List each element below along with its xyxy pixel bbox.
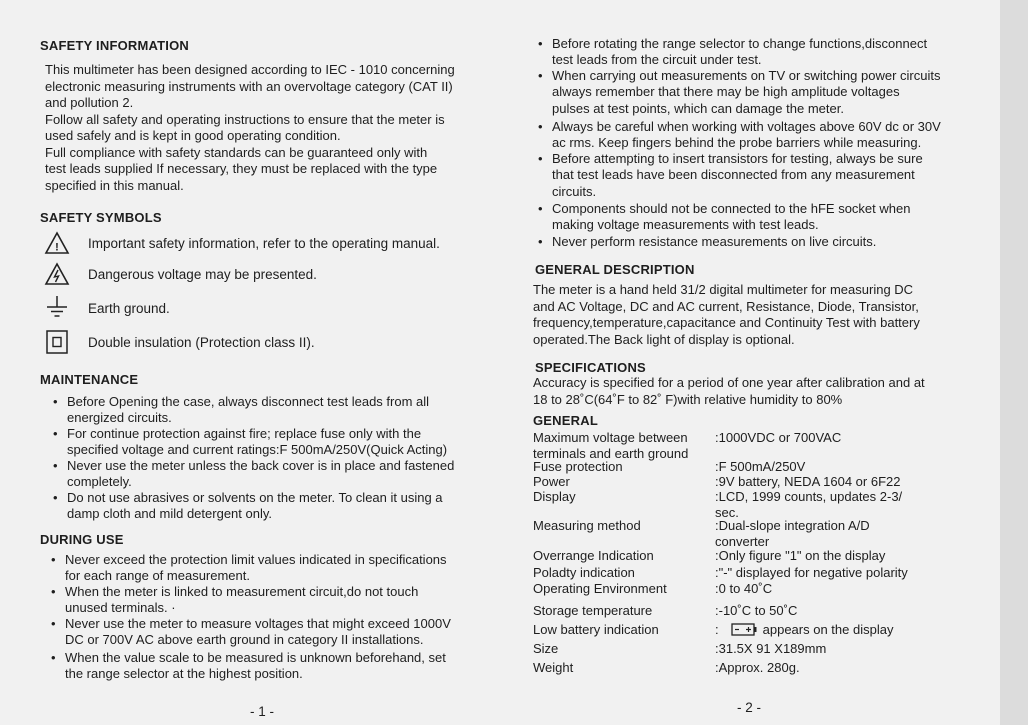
spec-value: :Approx. 280g.: [715, 660, 800, 675]
spec-value-prefix: :: [715, 622, 719, 638]
spec-key: Poladty indication: [533, 565, 635, 580]
maintenance-heading: MAINTENANCE: [40, 372, 139, 387]
text-line: Full compliance with safety standards can be guaranteed only with: [45, 144, 428, 160]
list-item-text: Never exceed the protection limit values indicated in specifications for each range of measurement.: [65, 552, 447, 584]
text-line: 18 to 28˚C(64˚F to 82˚ F)with relative humidity to 80%: [533, 391, 843, 407]
text-line: electronic measuring instruments with an overvoltage category (CAT II): [45, 78, 453, 94]
text-line: specified in this manual.: [45, 177, 184, 193]
text-line: The meter is a hand held 31/2 digital multimeter for measuring DC: [533, 282, 914, 297]
text-line: and AC Voltage, DC and AC current, Resistance, Diode, Transistor,: [533, 298, 919, 314]
page-number: - 2 -: [737, 700, 762, 715]
list-item-text: When the meter is linked to measurement circuit,do not touch unused terminals. ·: [65, 584, 419, 616]
symbol-label: Earth ground.: [88, 300, 170, 316]
text-line: This multimeter has been designed according to IEC - 1010 concerning: [45, 62, 455, 77]
list-item-text: When the value scale to be measured is unknown beforehand, set the range selector at the highest position.: [65, 650, 446, 682]
high-voltage-icon: [40, 260, 74, 288]
spec-key: Fuse protection: [533, 459, 623, 474]
spec-value: :Only figure "1" on the display: [715, 548, 886, 563]
spec-value-suffix: appears on the display: [762, 622, 894, 638]
list-item-text: Components should not be connected to the hFE socket when making voltage measurements with test leads.: [552, 201, 911, 233]
spec-value: [715, 622, 995, 640]
list-item-text: Before rotating the range selector to change functions,disconnect test leads from the circuit under test.: [552, 36, 928, 68]
safety-information-heading: SAFETY INFORMATION: [40, 38, 190, 53]
list-item-text: Never use the meter to measure voltages that might exceed 1000V DC or 700V AC above earth ground in category II installations.: [65, 616, 451, 648]
spec-value: :-10˚C to 50˚C: [715, 603, 798, 618]
spec-key: Power: [533, 474, 570, 489]
text-line: and pollution 2.: [45, 95, 134, 110]
list-item: • For continue protection against fire; replace fuse only with the specified voltage and current ratings:F 500mA/250V(Quick Acting): [67, 426, 507, 459]
spec-key: Low battery indication: [533, 622, 659, 637]
text-line: Follow all safety and operating instructions to ensure that the meter is: [45, 111, 445, 127]
list-item: • Never use the meter to measure voltages that might exceed 1000V DC or 700V AC above earth ground in category II installations.: [65, 616, 505, 649]
text-line: Accuracy is specified for a period of one year after calibration and at: [533, 375, 925, 390]
symbol-label: Important safety information, refer to the operating manual.: [88, 235, 440, 251]
double-insulation-icon: [40, 328, 74, 356]
list-item: • Do not use abrasives or solvents on the meter. To clean it using a damp cloth and mild detergent only.: [67, 490, 507, 523]
list-item-text: For continue protection against fire; replace fuse only with the specified voltage and current ratings:F 500mA/250V(Quick Acting): [67, 426, 448, 458]
list-item-text: Never use the meter unless the back cover is in place and fastened completely.: [67, 458, 455, 490]
safety-symbols-heading: SAFETY SYMBOLS: [40, 210, 162, 225]
text-line: operated.The Back light of display is optional.: [533, 331, 795, 347]
symbol-label: Dangerous voltage may be presented.: [88, 266, 317, 282]
general-heading: GENERAL: [533, 413, 598, 428]
list-item-text: Always be careful when working with voltages above 60V dc or 30V ac rms. Keep fingers behind the probe barriers while measuring.: [552, 119, 941, 151]
list-item-text: Before attempting to insert transistors for testing, always be sure that test leads have been disconnected from any measurement circuits.: [552, 151, 923, 199]
spec-key: Storage temperature: [533, 603, 653, 618]
earth-ground-icon: [40, 294, 74, 322]
list-item: • Never perform resistance measurements on live circuits.: [552, 234, 997, 250]
list-item: • Never exceed the protection limit values indicated in specifications for each range of measurement.: [65, 552, 505, 585]
specifications-heading: SPECIFICATIONS: [535, 360, 646, 375]
during-use-heading: DURING USE: [40, 532, 124, 547]
general-description-heading: GENERAL DESCRIPTION: [535, 262, 695, 277]
list-item-text: When carrying out measurements on TV or switching power circuits always remember that there may be high amplitude voltages pulses at test points, which can damage the meter.: [552, 68, 941, 116]
list-item: • Always be careful when working with voltages above 60V dc or 30V ac rms. Keep fingers behind the probe barriers while measuring.: [552, 119, 997, 152]
spec-value: :9V battery, NEDA 1604 or 6F22: [715, 474, 901, 489]
symbol-label: Double insulation (Protection class II).: [88, 334, 315, 350]
list-item: • When the value scale to be measured is unknown beforehand, set the range selector at the highest position.: [65, 650, 505, 683]
spec-key: Size: [533, 641, 559, 656]
spec-value: :0 to 40˚C: [715, 581, 773, 596]
list-item: • Before attempting to insert transistors for testing, always be sure that test leads have been disconnected from any measurement circuits.: [552, 151, 997, 200]
warning-triangle-icon: [40, 229, 74, 257]
battery-icon: [731, 622, 757, 640]
list-item: • Components should not be connected to the hFE socket when making voltage measurements with test leads.: [552, 201, 997, 234]
spec-key: Display: [533, 489, 576, 504]
list-item: • Never use the meter unless the back cover is in place and fastened completely.: [67, 458, 507, 491]
symbol-row: [40, 229, 440, 257]
spec-value: :LCD, 1999 counts, updates 2-3/ sec.: [715, 489, 903, 520]
svg-text:!: !: [55, 241, 59, 254]
text-line: test leads supplied If necessary, they must be replaced with the type: [45, 161, 438, 176]
list-item-text: Do not use abrasives or solvents on the meter. To clean it using a damp cloth and mild detergent only.: [67, 490, 443, 522]
spec-value: :"-" displayed for negative polarity: [715, 565, 908, 580]
spec-key: Weight: [533, 660, 574, 675]
symbol-row: [40, 260, 317, 288]
spec-key: Maximum voltage between terminals and earth ground: [533, 430, 689, 461]
list-item-text: Never perform resistance measurements on live circuits.: [552, 234, 877, 249]
list-item-text: Before Opening the case, always disconnect test leads from all energized circuits.: [67, 394, 430, 426]
symbol-row: [40, 294, 170, 322]
spec-key: Measuring method: [533, 518, 641, 533]
spec-value: :F 500mA/250V: [715, 459, 806, 474]
page-number: - 1 -: [250, 704, 275, 719]
text-line: used safely and is kept in good operating condition.: [45, 128, 341, 143]
spec-value: :1000VDC or 700VAC: [715, 430, 842, 445]
list-item: • Before Opening the case, always disconnect test leads from all energized circuits.: [67, 394, 507, 427]
spec-key: Operating Environment: [533, 581, 667, 596]
list-item: • When the meter is linked to measurement circuit,do not touch unused terminals. ·: [65, 584, 505, 617]
symbol-row: [40, 328, 315, 356]
page-edge: [1000, 0, 1028, 725]
spec-value: :Dual-slope integration A/D converter: [715, 518, 870, 549]
spec-key: Overrange Indication: [533, 548, 654, 563]
list-item: • When carrying out measurements on TV or switching power circuits always remember that there may be high amplitude voltages pulses at test points, which can damage the meter.: [552, 68, 997, 117]
spec-value: :31.5X 91 X189mm: [715, 641, 827, 656]
text-line: frequency,temperature,capacitance and Continuity Test with battery: [533, 315, 920, 330]
list-item: • Before rotating the range selector to change functions,disconnect test leads from the circuit under test.: [552, 36, 997, 69]
